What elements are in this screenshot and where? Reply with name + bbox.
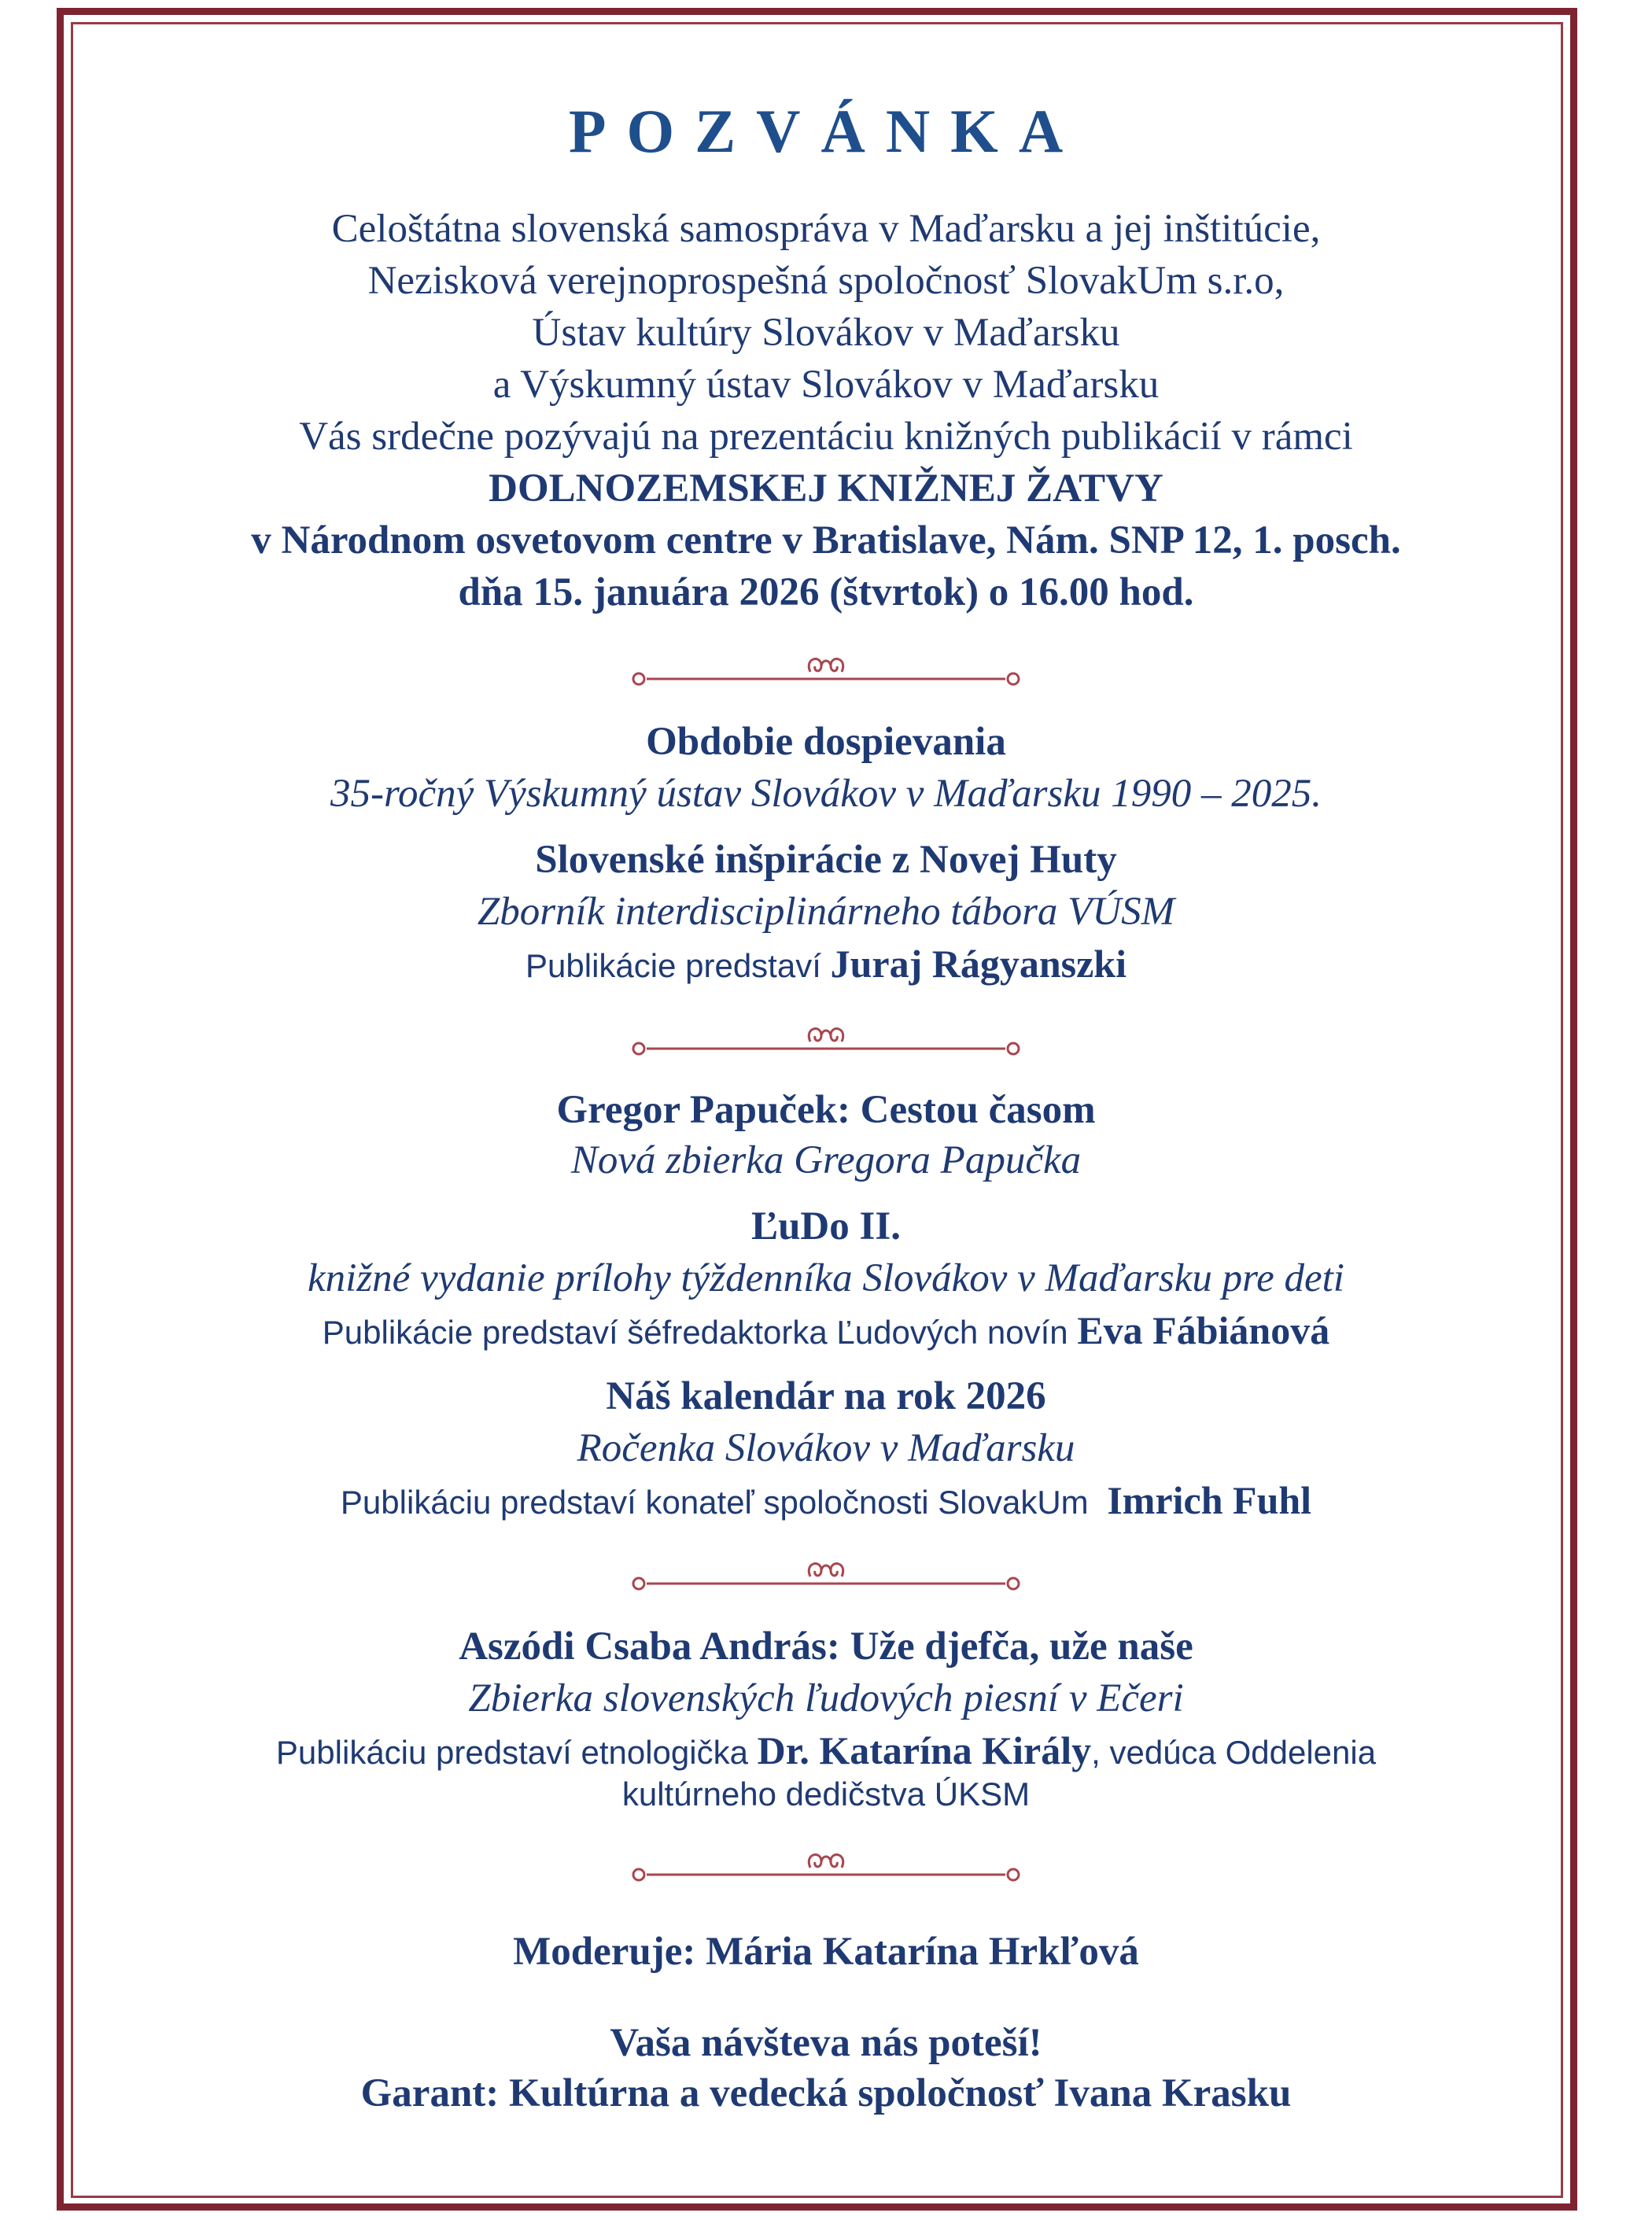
intro-line-4: a Výskumný ústav Slovákov v Maďarsku xyxy=(492,363,1160,407)
moderator: Moderuje: Mária Katarína Hrkľová xyxy=(513,1930,1139,1974)
presenter-4-text: Publikáciu predstaví etnologička xyxy=(275,1734,748,1771)
book-6-subtitle: Zbierka slovenských ľudových piesní v Ečeri xyxy=(468,1676,1184,1720)
book-4-title: ĽuDo II. xyxy=(751,1204,901,1248)
venue: v Národnom osvetovom centre v Bratislave, Nám. SNP 12, 1. posch. xyxy=(251,518,1401,562)
presenter-1-name: Juraj Rágyanszki xyxy=(830,942,1127,986)
event-title: DOLNOZEMSKEJ KNIŽNEJ ŽATVY xyxy=(489,466,1163,511)
presenter-4 xyxy=(0,1728,1652,1772)
ornament-divider-icon xyxy=(629,1023,1023,1059)
event-date: dňa 15. januára 2026 (štvrtok) o 16.00 hod. xyxy=(458,570,1194,614)
intro-line-1: Celoštátna slovenská samospráva v Maďarsku a jej inštitúcie, xyxy=(331,207,1321,251)
book-3-subtitle: Nová zbierka Gregora Papučka xyxy=(570,1138,1082,1182)
book-5-title: Náš kalendár na rok 2026 xyxy=(606,1374,1046,1418)
book-3-title: Gregor Papuček: Cestou časom xyxy=(556,1088,1096,1132)
presenter-3 xyxy=(0,1478,1652,1522)
intro-line-5: Vás srdečne pozývajú na prezentáciu knižných publikácií v rámci xyxy=(299,415,1353,459)
presenter-4-name: Dr. Katarína Király xyxy=(757,1728,1092,1772)
book-4-subtitle: knižné vydanie prílohy týždenníka Slovákov v Maďarsku pre deti xyxy=(308,1256,1344,1300)
presenter-3-name: Imrich Fuhl xyxy=(1107,1478,1312,1522)
book-2-subtitle: Zborník interdisciplinárneho tábora VÚSM xyxy=(477,890,1175,934)
book-1-subtitle: 35-ročný Výskumný ústav Slovákov v Maďarsku 1990 – 2025. xyxy=(330,772,1322,816)
ornament-divider-icon xyxy=(629,653,1023,689)
presenter-4-role: , vedúca Oddelenia xyxy=(1091,1734,1377,1771)
presenter-1-text: Publikácie predstaví xyxy=(525,947,821,984)
intro-line-3: Ústav kultúry Slovákov v Maďarsku xyxy=(532,311,1120,355)
presenter-2-text: Publikácie predstaví šéfredaktorka Ľudových novín xyxy=(322,1314,1068,1351)
presenter-4-line-2: kultúrneho dedičstva ÚKSM xyxy=(621,1776,1031,1813)
book-5-subtitle: Ročenka Slovákov v Maďarsku xyxy=(577,1426,1075,1470)
ornament-divider-icon xyxy=(629,1849,1023,1885)
page-title: POZVÁNKA xyxy=(568,97,1084,165)
closing-line: Vaša návšteva nás poteší! xyxy=(610,2021,1042,2065)
guarantor: Garant: Kultúrna a vedecká spoločnosť Ivana Krasku xyxy=(360,2071,1292,2115)
book-2-title: Slovenské inšpirácie z Novej Huty xyxy=(535,838,1117,882)
ornament-divider-icon xyxy=(629,1558,1023,1594)
book-1-title: Obdobie dospievania xyxy=(646,720,1006,764)
presenter-2 xyxy=(0,1308,1652,1352)
presenter-2-name: Eva Fábiánová xyxy=(1077,1308,1330,1352)
presenter-1 xyxy=(0,942,1652,986)
intro-line-2: Nezisková verejnoprospešná spoločnosť SlovakUm s.r.o, xyxy=(367,259,1285,303)
book-6-title: Aszódi Csaba András: Uže djefča, uže naše xyxy=(459,1624,1193,1669)
presenter-3-text: Publikáciu predstaví konateľ spoločnosti SlovakUm xyxy=(340,1484,1089,1521)
